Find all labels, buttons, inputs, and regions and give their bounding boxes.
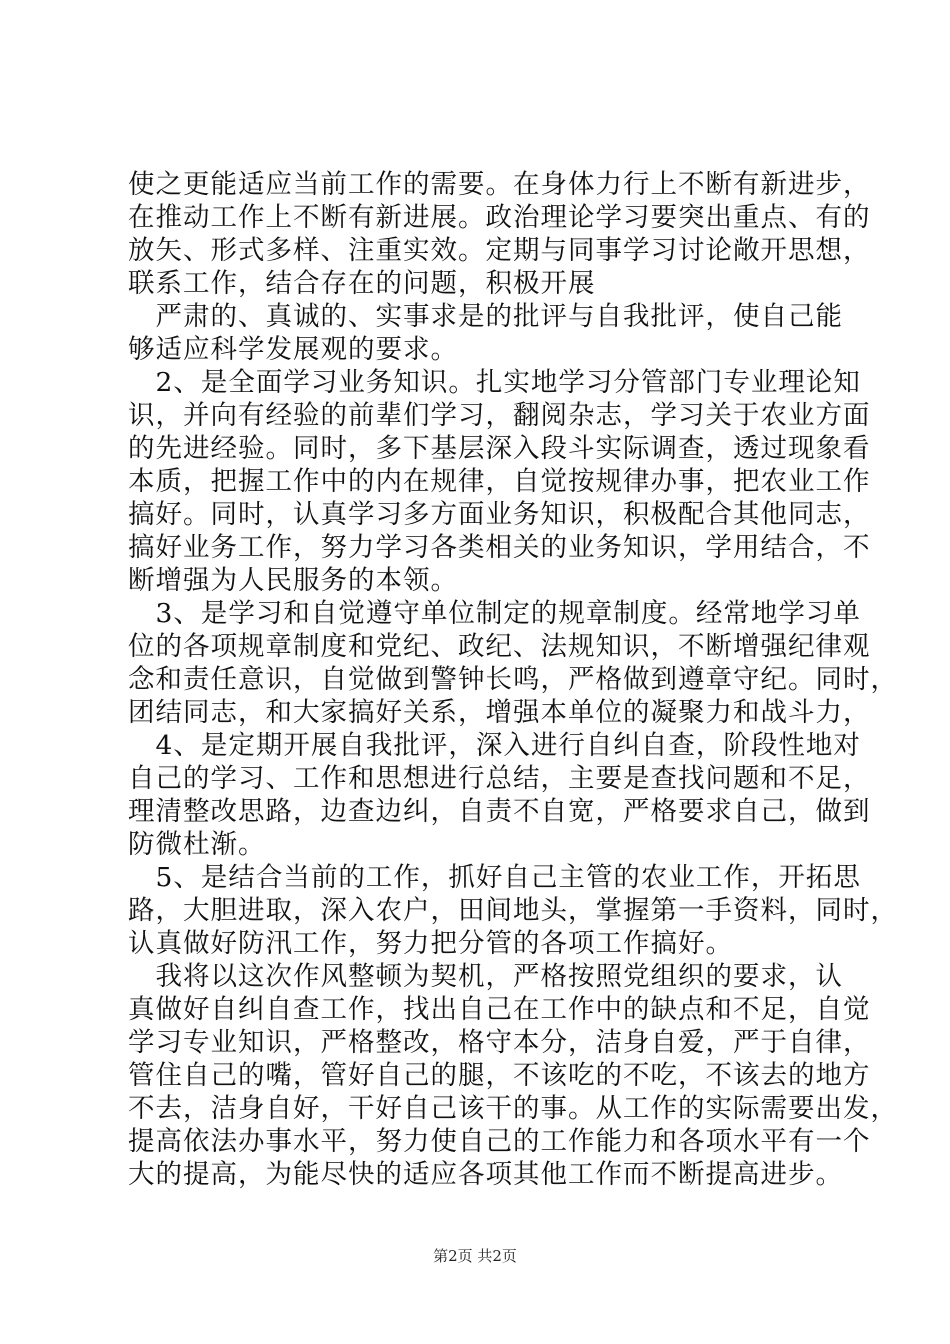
- text-line: 自己的学习、工作和思想进行总结，主要是查找问题和不足，: [128, 763, 871, 794]
- text-line: 的先进经验。同时，多下基层深入段斗实际调查，透过现象看: [128, 433, 871, 464]
- text-line: 学习专业知识，严格整改，格守本分，洁身自爱，严于自律，: [128, 1027, 871, 1058]
- text-line: 管住自己的嘴，管好自己的腿，不该吃的不吃，不该去的地方: [128, 1060, 871, 1091]
- text-line: 联系工作，结合存在的问题，积极开展: [128, 268, 596, 299]
- document-body: [128, 168, 898, 1191]
- text-line: 搞好业务工作，努力学习各类相关的业务知识，学用结合，不: [128, 532, 871, 563]
- text-line: 理清整改思路，边查边纠，自责不自宽，严格要求自己，做到: [128, 796, 871, 827]
- text-line: 真做好自纠自查工作，找出自己在工作中的缺点和不足，自觉: [128, 994, 871, 1025]
- text-line: 识，并向有经验的前辈们学习，翻阅杂志，学习关于农业方面: [128, 400, 871, 431]
- text-line: 大的提高，为能尽快的适应各项其他工作而不断提高进步。: [128, 1159, 843, 1190]
- text-line: 断增强为人民服务的本领。: [128, 565, 458, 596]
- text-line: 放矢、形式多样、注重实效。定期与同事学习讨论敞开思想，: [128, 235, 871, 266]
- text-line: 念和责任意识，自觉做到警钟长鸣，严格做到遵章守纪。同时，: [128, 664, 898, 695]
- text-line: 认真做好防汛工作，努力把分管的各项工作搞好。: [128, 928, 733, 959]
- text-line: 5、是结合当前的工作，抓好自己主管的农业工作，开拓思: [128, 862, 861, 893]
- page-number-footer: 第2页 共2页: [433, 1247, 517, 1265]
- text-line: 使之更能适应当前工作的需要。在身体力行上不断有新进步，: [128, 169, 871, 200]
- text-line: 我将以这次作风整顿为契机，严格按照党组织的要求，认: [128, 961, 843, 992]
- text-line: 严肃的、真诚的、实事求是的批评与自我批评，使自己能: [128, 301, 843, 332]
- text-line: 4、是定期开展自我批评，深入进行自纠自查，阶段性地对: [128, 730, 861, 761]
- text-line: 够适应科学发展观的要求。: [128, 334, 458, 365]
- text-line: 防微杜渐。: [128, 829, 266, 860]
- text-line: 位的各项规章制度和党纪、政纪、法规知识，不断增强纪律观: [128, 631, 871, 662]
- text-line: 路，大胆进取，深入农户，田间地头，掌握第一手资料，同时，: [128, 895, 898, 926]
- text-line: 在推动工作上不断有新进展。政治理论学习要突出重点、有的: [128, 202, 871, 233]
- text-line: 2、是全面学习业务知识。扎实地学习分管部门专业理论知: [128, 367, 861, 398]
- text-line: 本质，把握工作中的内在规律，自觉按规律办事，把农业工作: [128, 466, 871, 497]
- text-line: 团结同志，和大家搞好关系，增强本单位的凝聚力和战斗力，: [128, 697, 871, 728]
- text-line: 提高依法办事水平，努力使自己的工作能力和各项水平有一个: [128, 1126, 871, 1157]
- text-line: 不去，洁身自好，干好自己该干的事。从工作的实际需要出发，: [128, 1093, 898, 1124]
- text-line: 搞好。同时，认真学习多方面业务知识，积极配合其他同志，: [128, 499, 871, 530]
- text-line: 3、是学习和自觉遵守单位制定的规章制度。经常地学习单: [128, 598, 861, 629]
